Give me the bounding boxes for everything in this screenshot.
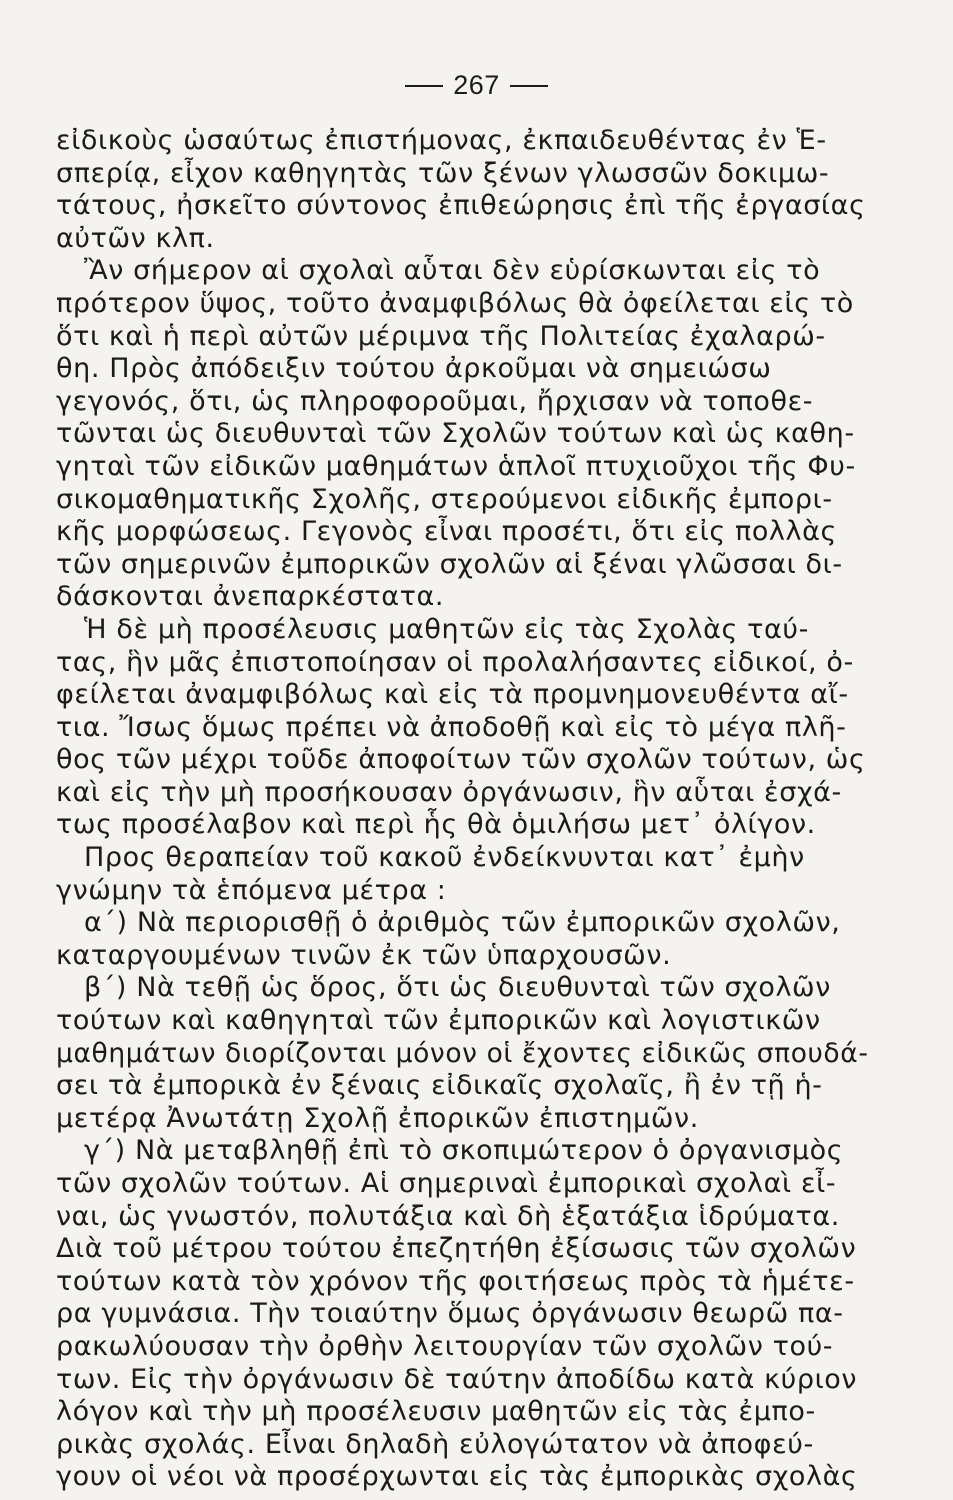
text-line: ναι, ὡς γνωστόν, πολυτάξια καὶ δὴ ἑξατάξια ἱδρύματα. bbox=[56, 1200, 840, 1232]
text-line: τούτων κατὰ τὸν χρόνον τῆς φοιτήσεως πρὸς τὰ ἡμέτε- bbox=[56, 1265, 855, 1297]
text-line: αὐτῶν κλπ. bbox=[56, 222, 215, 254]
text-line: λόγον καὶ τὴν μὴ προσέλευσιν μαθητῶν εἰς τὰς ἐμπο- bbox=[56, 1396, 816, 1428]
text-line: κῆς μορφώσεως. Γεγονὸς εἶναι προσέτι, ὅτι εἰς πολλὰς bbox=[56, 516, 837, 548]
text-line: θος τῶν μέχρι τοῦδε ἀποφοίτων τῶν σχολῶν τούτων, ὡς bbox=[56, 744, 866, 776]
text-line: Διὰ τοῦ μέτρου τούτου ἐπεζητήθη ἐξίσωσις τῶν σχολῶν bbox=[56, 1233, 857, 1265]
text-line: των. Εἰς τὴν ὀργάνωσιν δὲ ταύτην ἀποδίδω κατὰ κύριον bbox=[56, 1363, 858, 1395]
text-line: τούτων καὶ καθηγηταὶ τῶν ἐμπορικῶν καὶ λογιστικῶν bbox=[56, 1005, 821, 1037]
text-line: φείλεται ἀναμφιβόλως καὶ εἰς τὰ προμνημονευθέντα αἴ- bbox=[56, 679, 849, 711]
body-text bbox=[56, 125, 869, 1494]
text-line: τῶν σχολῶν τούτων. Αἱ σημεριναὶ ἐμπορικαὶ σχολαὶ εἶ- bbox=[56, 1168, 837, 1199]
text-line: τῶν σημερινῶν ἐμπορικῶν σχολῶν αἱ ξέναι γλῶσσαι δι- bbox=[56, 548, 843, 580]
text-line: σει τὰ ἐμπορικὰ ἐν ξέναις εἰδικαῖς σχολαῖς, ἢ ἐν τῇ ἡ- bbox=[56, 1070, 823, 1102]
text-line: καταργουμένων τινῶν ἐκ τῶν ὑπαρχουσῶν. bbox=[56, 939, 672, 971]
text-line: γηταὶ τῶν εἰδικῶν μαθημάτων ἁπλοῖ πτυχιοῦχοι τῆς Φυ- bbox=[56, 450, 856, 482]
text-line: τως προσέλαβον καὶ περὶ ἧς θὰ ὁμιλήσω μετ᾽ ὀλίγον. bbox=[56, 809, 816, 841]
page-number: 267 bbox=[453, 70, 500, 100]
text-line: μετέρᾳ Ἀνωτάτῃ Σχολῇ ἐπορικῶν ἐπιστημῶν. bbox=[56, 1102, 699, 1134]
text-line: ρακωλύουσαν τὴν ὀρθὴν λειτουργίαν τῶν σχολῶν τού- bbox=[56, 1330, 834, 1362]
text-line: σπερίᾳ, εἶχον καθηγητὰς τῶν ξένων γλωσσῶν δοκιμω- bbox=[56, 157, 830, 189]
text-line: τάτους, ἠσκεῖτο σύντονος ἐπιθεώρησις ἐπὶ τῆς ἐργασίας bbox=[56, 190, 866, 222]
text-line: Προς θεραπείαν τοῦ κακοῦ ἐνδείκνυνται κατ᾽ ἐμὴν bbox=[84, 842, 805, 874]
text-line: γουν οἱ νέοι νὰ προσέρχωνται εἰς τὰς ἐμπορικὰς σχολὰς bbox=[56, 1461, 858, 1493]
text-line: τια. Ἴσως ὅμως πρέπει νὰ ἀποδοθῇ καὶ εἰς τὸ μέγα πλῆ- bbox=[56, 711, 847, 743]
text-line: γ´) Νὰ μεταβληθῇ ἐπὶ τὸ σκοπιμώτερον ὁ ὀργανισμὸς bbox=[84, 1135, 844, 1167]
text-line: α´) Νὰ περιορισθῇ ὁ ἀριθμὸς τῶν ἐμπορικῶν σχολῶν, bbox=[84, 907, 841, 939]
text-line: θη. Πρὸς ἀπόδειξιν τούτου ἀρκοῦμαι νὰ σημειώσω bbox=[56, 353, 772, 385]
text-line: μαθημάτων διορίζονται μόνον οἱ ἔχοντες εἰδικῶς σπουδά- bbox=[56, 1037, 869, 1069]
text-line: Ἂν σήμερον αἱ σχολαὶ αὗται δὲν εὑρίσκωνται εἰς τὸ bbox=[84, 255, 821, 287]
page-header bbox=[0, 70, 953, 101]
text-line: γεγονός, ὅτι, ὡς πληροφοροῦμαι, ἤρχισαν νὰ τοποθε- bbox=[56, 385, 814, 417]
text-line: πρότερον ὕψος, τοῦτο ἀναμφιβόλως θὰ ὀφείλεται εἰς τὸ bbox=[56, 287, 854, 319]
text-line: ρικὰς σχολάς. Εἶναι δηλαδὴ εὐλογώτατον νὰ ἀποφεύ- bbox=[56, 1428, 814, 1460]
text-line: σικομαθηματικῆς Σχολῆς, στερούμενοι εἰδικῆς ἐμπορι- bbox=[56, 483, 833, 515]
text-line: τῶνται ὡς διευθυνταὶ τῶν Σχολῶν τούτων καὶ ὡς καθη- bbox=[56, 418, 855, 450]
text-line: ρα γυμνάσια. Τὴν τοιαύτην ὅμως ὀργάνωσιν θεωρῶ πα- bbox=[56, 1298, 844, 1330]
text-line: β´) Νὰ τεθῇ ὡς ὅρος, ὅτι ὡς διευθυνταὶ τῶν σχολῶν bbox=[84, 972, 831, 1004]
text-line: τας, ἣν μᾶς ἐπιστοποίησαν οἱ προλαλήσαντες εἰδικοί, ὀ- bbox=[56, 646, 854, 678]
text-line: καὶ εἰς τὴν μὴ προσήκουσαν ὀργάνωσιν, ἣν αὗται ἐσχά- bbox=[56, 776, 842, 808]
header-dash-right bbox=[510, 85, 548, 87]
header-dash-left bbox=[405, 85, 443, 87]
text-line: Ἡ δὲ μὴ προσέλευσις μαθητῶν εἰς τὰς Σχολὰς ταύ- bbox=[84, 613, 809, 645]
text-line: δάσκονται ἀνεπαρκέστατα. bbox=[56, 581, 445, 613]
text-line: γνώμην τὰ ἑπόμενα μέτρα : bbox=[56, 874, 447, 906]
text-line: ὅτι καὶ ἡ περὶ αὐτῶν μέριμνα τῆς Πολιτείας ἐχαλαρώ- bbox=[56, 320, 826, 352]
text-line: εἰδικοὺς ὡσαύτως ἐπιστήμονας, ἐκπαιδευθέντας ἐν Ἑ- bbox=[56, 125, 827, 156]
